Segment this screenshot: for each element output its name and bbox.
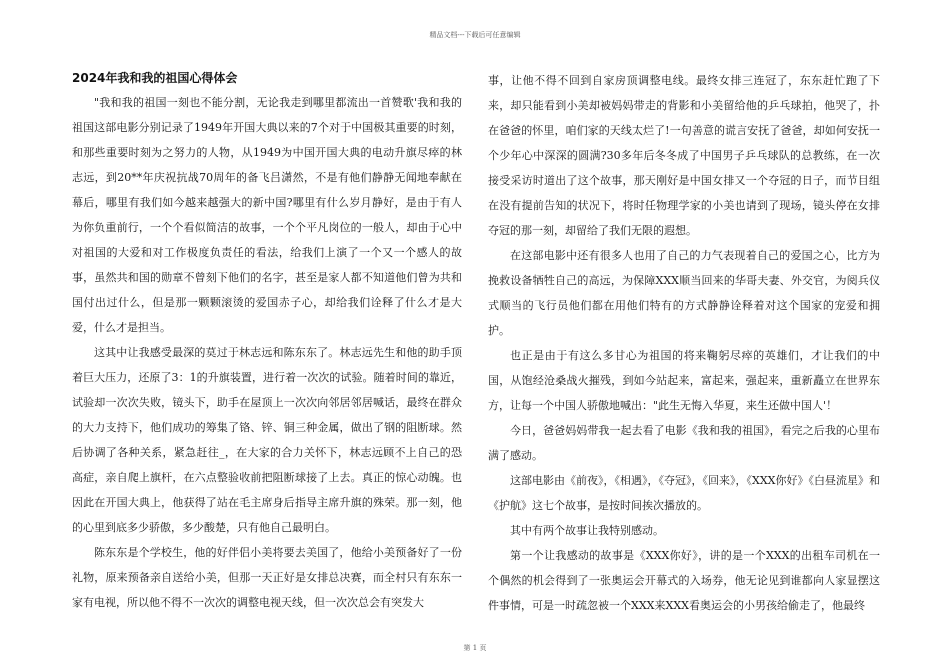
- paragraph-continued: 事，让他不得不回到自家房顶调整电线。最终女排三连冠了，东东赶忙跑了下来，却只能看到小美却被妈妈带走的背影和小美留给他的乒乓球拍，他哭了，扑在爸爸的怀里，咱们家的天线太烂了!一句善意的谎言安抚了爸爸，却如何安抚一个少年心中深深的圆满?30多年后冬冬成了中国男子乒乓球队的总教练，在一次接受采访时道出了这个故事，那天刚好是中国女排又一个夺冠的日子，而节目组在没有提前告知的状况下，将时任物理学家的小美也请到了现场，镜头停在女排夺冠的那一刻，却留给了我们无限的遐想。: [488, 74, 880, 237]
- document-title: 2024年我和我的祖国心得体会: [72, 71, 238, 85]
- paragraph: 第一个让我感动的故事是《XXX你好》，讲的是一个XXX的出租车司机在一个偶然的机会得到了一张奥运会开幕式的入场券，他无论见到谁都向人家显摆这件事情，可是一时疏忽被一个XXX来XXX看奥运会的小男孩给偷走了，他最终: [488, 549, 880, 612]
- paragraph: 今日，爸爸妈妈带我一起去看了电影《我和我的祖国》，看完之后我的心里布满了感动。: [488, 424, 880, 462]
- paragraph: 在这部电影中还有很多人也用了自己的力气表现着自己的爱国之心，比方为挽救设备牺牲自己的高远，为保障XXX顺当回来的华哥夫妻、外交官，为阅兵仪式顺当的飞行员他们都在用他们特有的方式静静诠释着对这个国家的宠爱和拥护。: [488, 249, 880, 337]
- left-column: [72, 68, 462, 615]
- paragraph: "我和我的祖国一刻也不能分割，无论我走到哪里都流出一首赞歌'我和我的祖国这部电影分别记录了1949年开国大典以来的7个对于中国极其重要的时刻，和那些重要时刻为之努力的人物，从1949为中国开国大典的电动升旗尽瘁的林志远，到20**年庆祝抗战70周年的备飞吕潇然，不是有他们静静无闻地奉献在幕后，哪里有我们如今越来越强大的新中国?哪里有什么岁月静好，是由于有人为你负重前行，一个个看似简洁的故事，一个个平凡岗位的一般人，却由于心中对祖国的大爱和对工作极度负责任的看法，给我们上演了一个又一个感人的故事，虽然共和国的勋章不曾刻下他们的名字，甚至是家人都不知道他们曾为共和国付出过什么，但是那一颗颗滚烫的爱国赤子心，却给我们诠释了什么才是大爱，什么才是担当。: [72, 96, 462, 334]
- paragraph: 也正是由于有这么多甘心为祖国的将来鞠躬尽瘁的英雄们，才让我们的中国，从饱经沧桑战火摧残，到如今站起来，富起来，强起来，重新矗立在世界东方，让每一个中国人骄傲地喊出："此生无悔入华夏，来生还做中国人'！: [488, 349, 880, 412]
- right-column: [488, 68, 880, 618]
- paragraph: 这部电影由《前夜》，《相遇》，《夺冠》，《回来》，《XXX你好》《白昼流星》和《护航》这七个故事，是按时间挨次播放的。: [488, 474, 880, 512]
- page-footer: 第 1 页: [463, 644, 487, 652]
- paragraph: 这其中让我感受最深的莫过于林志远和陈东东了。林志远先生和他的助手顶着巨大压力，还原了3：1的升旗装置，进行着一次次的试验。随着时间的靠近，试验却一次次失败，镜头下，助手在屋顶上一次次向邻居邻居喊话，最终在群众的大力支持下，他们成功的筹集了铬、锌、铜三种金属，做出了钢的阻断球。然后协调了各种关系，紧急赶往_，在大家的合力关怀下，林志远顾不上自己的恐高症，亲自爬上旗杆，在六点整验收前把阻断球接了上去。真正的惊心动魄。也因此在开国大典上，他获得了站在毛主席身后指导主席升旗的殊荣。那一刻，他的心里到底多少骄傲，多少酸楚，只有他自己最明白。: [72, 346, 462, 534]
- paragraph: 陈东东是个学校生，他的好伴侣小美将要去美国了，他给小美预备好了一份礼物，原来预备亲自送给小美，但那一天正好是女排总决赛，而全村只有东东一家有电视，所以他不得不一次次的调整电视天线，但一次次总会有突发大: [72, 546, 462, 609]
- paragraph: 其中有两个故事让我特别感动。: [510, 524, 664, 537]
- page-header: 精品文档---下载后可任意编辑: [429, 31, 521, 39]
